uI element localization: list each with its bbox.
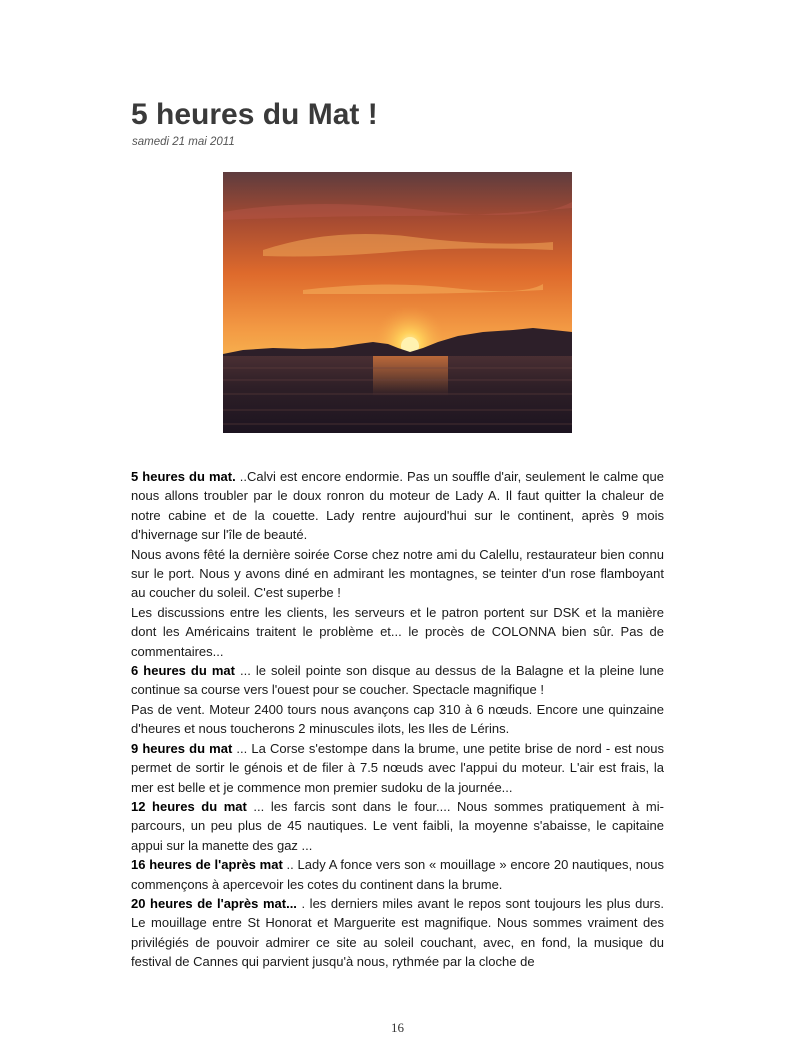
paragraph-text: Nous avons fêté la dernière soirée Corse chez notre ami du Calellu, restaurateur bien connu sur le port. Nous y avons diné en admirant les montagnes, se teinter d'un rose flamboyant au coucher du soleil. C'est superbe ! bbox=[131, 546, 664, 601]
paragraph bbox=[131, 855, 664, 894]
article-date: samedi 21 mai 2011 bbox=[132, 136, 235, 148]
paragraph bbox=[131, 603, 664, 661]
paragraph-text: Les discussions entre les clients, les serveurs et le patron portent sur DSK et la manière dont les Américains traitent le problème et... le procès de COLONNA bien sûr. Pas de commentaires... bbox=[131, 604, 664, 659]
paragraph bbox=[131, 661, 664, 700]
paragraph-text: ... les farcis sont dans le four.... Nous sommes pratiquement à mi-parcours, un peu plus de 45 nautiques. Le vent faibli, la moyenne s'abaisse, le capitaine appui sur la manette des gaz ... bbox=[131, 798, 664, 853]
paragraph-text: .. Lady A fonce vers son « mouillage » encore 20 nautiques, nous commençons à apercevoir les cotes du continent dans la brume. bbox=[131, 857, 664, 892]
paragraph bbox=[131, 467, 664, 545]
paragraph-text: . les derniers miles avant le repos sont toujours les plus durs. Le mouillage entre St Honorat et Marguerite est magnifique. Nous sommes vraiment des privilégiés de pouvoir admirer ce site au soleil couchant, avec, en fond, la musique du festival de Cannes qui parvient jusqu'à nous, rythmée par la cloche de bbox=[131, 895, 664, 970]
paragraph-lead: 16 heures de l'après mat bbox=[131, 857, 283, 873]
paragraph-text: ..Calvi est encore endormie. Pas un souffle d'air, seulement le calme que nous allons troubler par le doux ronron du moteur de Lady A. Il faut quitter la chaleur de notre cabine et de la couette. Lady rentre aujourd'hui sur le continent, après 9 mois d'hivernage sur l'île de beauté. bbox=[131, 469, 664, 543]
paragraph-lead: 20 heures de l'après mat... bbox=[131, 895, 297, 911]
paragraph bbox=[131, 797, 664, 855]
article-body bbox=[131, 467, 664, 972]
paragraph-text: Pas de vent. Moteur 2400 tours nous avançons cap 310 à 6 nœuds. Encore une quinzaine d'heures et nous toucherons 2 minuscules ilots, les Iles de Lérins. bbox=[131, 701, 664, 737]
paragraph-text: ... le soleil pointe son disque au dessus de la Balagne et la pleine lune continue sa course vers l'ouest pour se coucher. Spectacle magnifique ! bbox=[131, 663, 664, 698]
paragraph bbox=[131, 739, 664, 797]
paragraph bbox=[131, 700, 664, 739]
paragraph-text: ... La Corse s'estompe dans la brume, une petite brise de nord - est nous permet de sortir le génois et de filer à 7.5 nœuds avec l'appui du moteur. L'air est frais, la mer est belle et je commence mon premier sudoku de la journée... bbox=[131, 740, 664, 795]
sun-reflection bbox=[373, 356, 448, 396]
paragraph-lead: 9 heures du mat bbox=[131, 740, 233, 756]
paragraph-lead: 6 heures du mat bbox=[131, 663, 235, 679]
paragraph bbox=[131, 545, 664, 603]
page-number: 16 bbox=[391, 1020, 404, 1035]
sunset-photo bbox=[223, 172, 572, 433]
article-title: 5 heures du Mat ! bbox=[131, 98, 378, 131]
paragraph-lead: 12 heures du mat bbox=[131, 798, 247, 814]
paragraph-lead: 5 heures du mat. bbox=[131, 469, 236, 484]
paragraph bbox=[131, 894, 664, 972]
